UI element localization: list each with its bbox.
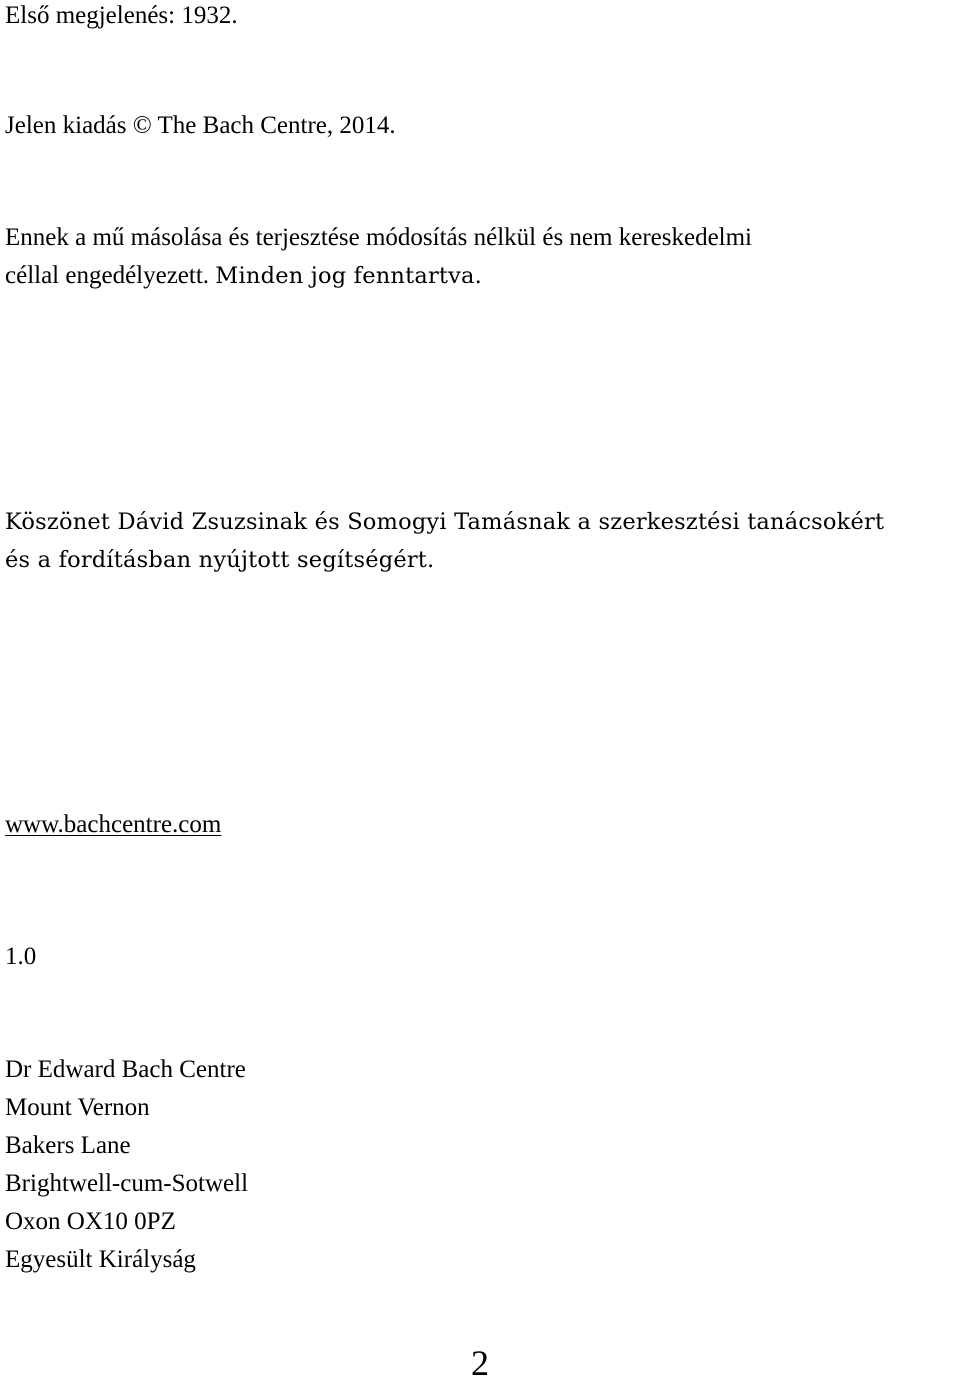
address-line: Bakers Lane — [5, 1132, 131, 1159]
version-number: 1.0 — [5, 943, 37, 970]
acknowledgement-line-1: Köszönet Dávid Zsuzsinak és Somogyi Tamásnak a szerkesztési tanácsokért — [5, 509, 885, 535]
license-line-1: Ennek a mű másolása és terjesztése módosítás nélkül és nem kereskedelmi — [5, 224, 752, 251]
acknowledgement — [5, 503, 884, 579]
address-line: Mount Vernon — [5, 1094, 150, 1121]
license-rights-reserved: Minden jog fenntartva. — [215, 263, 483, 289]
address-line: Dr Edward Bach Centre — [5, 1056, 246, 1083]
address-block — [5, 1051, 248, 1279]
website-line — [5, 806, 221, 844]
first-edition-note: Első megjelenés: 1932. — [5, 2, 238, 29]
page-number: 2 — [471, 1343, 489, 1383]
license-notice — [5, 219, 752, 295]
license-line-2 — [5, 257, 752, 295]
website-link[interactable]: www.bachcentre.com — [5, 811, 222, 838]
current-edition-copyright: Jelen kiadás © The Bach Centre, 2014. — [5, 112, 396, 139]
address-line: Oxon OX10 0PZ — [5, 1208, 176, 1235]
address-line: Egyesült Királyság — [5, 1246, 196, 1273]
address-line: Brightwell-cum-Sotwell — [5, 1170, 249, 1197]
license-permission: céllal engedélyezett. — [5, 262, 216, 289]
acknowledgement-line-2: és a fordításban nyújtott segítségért. — [5, 547, 435, 573]
